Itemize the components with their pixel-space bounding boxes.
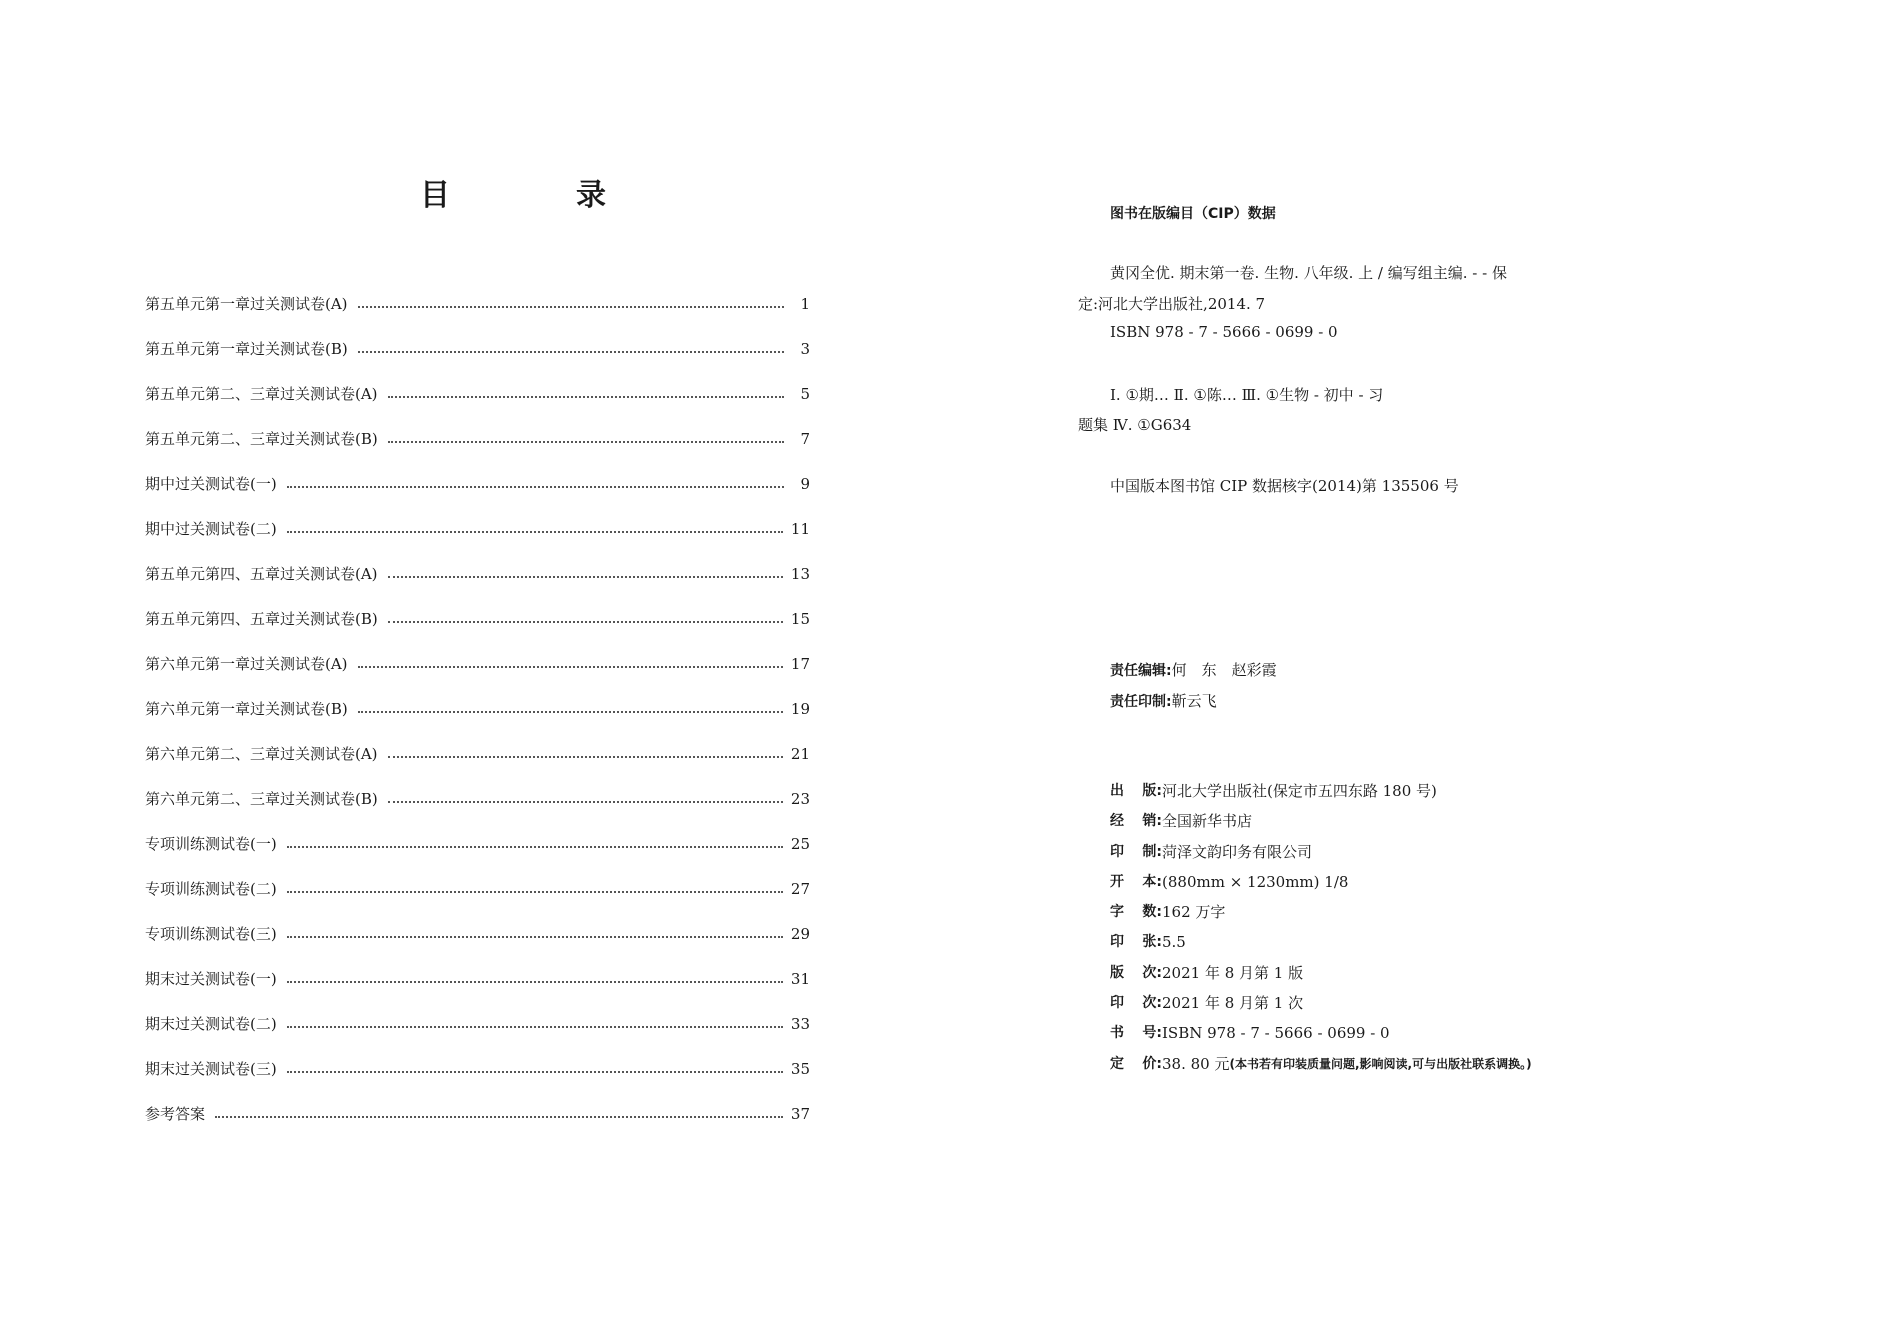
toc-item-label: 第五单元第四、五章过关测试卷(B): [145, 610, 378, 628]
toc-item-page: 15: [790, 610, 810, 628]
toc-item-label: 期末过关测试卷(三): [145, 1060, 277, 1078]
publication-row-label: [1110, 927, 1162, 957]
toc-item-label: 专项训练测试卷(二): [145, 880, 277, 898]
publication-row-label: [1110, 988, 1162, 1018]
toc-leader-dots: [287, 890, 783, 893]
publication-row-label: [1110, 837, 1162, 867]
cip-class-line-1: Ⅰ. ①期… Ⅱ. ①陈… Ⅲ. ①生物 - 初中 - 习: [1110, 386, 1384, 404]
publication-row-label-second: 号:: [1142, 1025, 1162, 1042]
publication-row: [1110, 927, 1532, 957]
publication-row-label-first: 书: [1110, 1025, 1124, 1042]
publication-row-label-first: 版: [1110, 964, 1124, 981]
publication-row-label-first: 印: [1110, 995, 1124, 1012]
toc-item-page: 3: [800, 340, 810, 358]
toc-title: 目 录: [420, 178, 654, 213]
toc-item-page: 29: [790, 925, 810, 943]
publication-row: [1110, 988, 1532, 1018]
toc-item-label: 参考答案: [145, 1105, 206, 1123]
toc-item: [145, 327, 810, 372]
toc-leader-dots: [388, 620, 783, 623]
toc-leader-dots: [388, 755, 783, 758]
toc-item-page: 37: [790, 1105, 810, 1123]
toc-item-label: 期末过关测试卷(二): [145, 1015, 277, 1033]
publication-row-label-second: 次:: [1142, 964, 1162, 981]
publication-row: [1110, 776, 1532, 806]
toc-item-label: 第六单元第一章过关测试卷(A): [145, 655, 348, 673]
toc-item-page: 31: [790, 970, 810, 988]
publication-row: [1110, 837, 1532, 867]
cip-library-line: 中国版本图书馆 CIP 数据核字(2014)第 135506 号: [1110, 477, 1459, 495]
toc-item-page: 17: [790, 655, 810, 673]
publication-row: [1110, 806, 1532, 836]
publication-row-value: 5.5: [1162, 933, 1186, 952]
publication-row-value: 菏泽文韵印务有限公司: [1162, 842, 1313, 861]
responsible-printing-label: 责任印制:: [1110, 694, 1172, 710]
publication-row-label-second: 次:: [1142, 995, 1162, 1012]
toc-item-page: 9: [800, 475, 810, 493]
toc-item-page: 21: [790, 745, 810, 763]
toc-item-page: 25: [790, 835, 810, 853]
toc-item: [145, 597, 810, 642]
toc-item-label: 第五单元第一章过关测试卷(B): [145, 340, 348, 358]
publication-row-value: 河北大学出版社(保定市五四东路 180 号): [1162, 782, 1437, 800]
toc-leader-dots: [287, 980, 783, 983]
toc-item-page: 33: [790, 1015, 810, 1033]
publication-row: [1110, 958, 1532, 988]
publication-row-label: [1110, 806, 1162, 836]
cip-heading: 图书在版编目（CIP）数据: [1110, 206, 1276, 222]
toc-item: [145, 867, 810, 912]
cip-record-line-2: 定:河北大学出版社,2014. 7: [1078, 295, 1266, 313]
toc-item: [145, 777, 810, 822]
toc-item: [145, 552, 810, 597]
toc-item-label: 第五单元第二、三章过关测试卷(A): [145, 385, 378, 403]
toc-leader-dots: [215, 1115, 783, 1118]
publication-row-label-first: 印: [1110, 934, 1124, 951]
publication-row-label-first: 定: [1110, 1055, 1124, 1072]
toc-item-page: 19: [790, 700, 810, 718]
toc-item: [145, 507, 810, 552]
publication-row-label: [1110, 1018, 1162, 1048]
publication-row: [1110, 1049, 1532, 1079]
publication-row: [1110, 897, 1532, 927]
publication-row-label: [1110, 897, 1162, 927]
publication-row: [1110, 867, 1532, 897]
toc-item-page: 5: [800, 385, 810, 403]
toc-item-page: 1: [800, 295, 810, 313]
toc-item-label: 第六单元第二、三章过关测试卷(B): [145, 790, 378, 808]
toc-item-label: 第六单元第一章过关测试卷(B): [145, 700, 348, 718]
toc-item: [145, 912, 810, 957]
toc-leader-dots: [388, 800, 783, 803]
publication-row-label-second: 价:: [1142, 1055, 1162, 1072]
toc-item: [145, 462, 810, 507]
toc-leader-dots: [287, 485, 784, 488]
publication-info: [1110, 776, 1532, 1079]
cip-class-line-2: 题集 Ⅳ. ①G634: [1078, 416, 1192, 434]
toc-item: [145, 372, 810, 417]
toc-leader-dots: [388, 440, 784, 443]
publication-row-label-first: 经: [1110, 813, 1124, 830]
toc-item-page: 35: [790, 1060, 810, 1078]
publication-row-label-first: 开: [1110, 873, 1124, 890]
publication-row-label-second: 本:: [1142, 873, 1162, 890]
toc-leader-dots: [358, 305, 784, 308]
publication-row-value: 162 万字: [1162, 903, 1226, 922]
toc-item: [145, 1002, 810, 1047]
toc-item: [145, 282, 810, 327]
publication-row-value: 2021 年 8 月第 1 版: [1162, 963, 1304, 982]
publication-row-value: (880mm × 1230mm) 1/8: [1162, 872, 1349, 891]
toc-item: [145, 732, 810, 777]
toc-item: [145, 687, 810, 732]
responsible-editor-label: 责任编辑:: [1110, 663, 1172, 679]
publication-row-note: (本书若有印装质量问题,影响阅读,可与出版社联系调换。): [1229, 1056, 1532, 1071]
toc-item-page: 11: [790, 520, 810, 538]
toc-item-page: 23: [790, 790, 810, 808]
toc-leader-dots: [388, 395, 784, 398]
toc-leader-dots: [287, 845, 783, 848]
cip-record-line-1: 黄冈全优. 期末第一卷. 生物. 八年级. 上 / 编写组主编. - - 保: [1110, 264, 1507, 282]
toc-item-label: 第五单元第四、五章过关测试卷(A): [145, 565, 378, 583]
toc-item: [145, 822, 810, 867]
responsible-editor-value: 何 东 赵彩霞: [1171, 661, 1277, 679]
toc-item-label: 专项训练测试卷(一): [145, 835, 277, 853]
publication-row-label-first: 出: [1110, 783, 1124, 799]
toc-leader-dots: [358, 665, 783, 668]
publication-row-label-second: 制:: [1142, 843, 1162, 860]
toc-leader-dots: [287, 935, 783, 938]
publication-row: [1110, 1018, 1532, 1048]
publication-row-value: 全国新华书店: [1162, 812, 1253, 831]
publication-row-label: [1110, 867, 1162, 897]
toc-item: [145, 957, 810, 1002]
toc-item: [145, 417, 810, 462]
toc-item-page: 27: [790, 880, 810, 898]
publication-row-label: [1110, 958, 1162, 988]
toc-item-page: 7: [800, 430, 810, 448]
publication-row-label-first: 印: [1110, 843, 1124, 860]
cip-isbn-line: ISBN 978 - 7 - 5666 - 0699 - 0: [1110, 323, 1338, 341]
toc-leader-dots: [287, 530, 783, 533]
publication-row-label-second: 数:: [1142, 904, 1162, 921]
toc-item: [145, 1092, 810, 1137]
toc-item-label: 第五单元第一章过关测试卷(A): [145, 295, 348, 313]
publication-row-label-second: 版:: [1142, 783, 1162, 799]
toc-item-page: 13: [790, 565, 810, 583]
toc-item-label: 第五单元第二、三章过关测试卷(B): [145, 430, 378, 448]
toc-list: [145, 282, 810, 1137]
toc-item: [145, 1047, 810, 1092]
responsible-printing: [1110, 686, 1277, 717]
toc-leader-dots: [388, 575, 783, 578]
toc-leader-dots: [287, 1070, 783, 1073]
toc-leader-dots: [358, 710, 783, 713]
toc-leader-dots: [358, 350, 784, 353]
responsible-editor: [1110, 655, 1277, 686]
toc-item: [145, 642, 810, 687]
toc-item-label: 第六单元第二、三章过关测试卷(A): [145, 745, 378, 763]
toc-leader-dots: [287, 1025, 783, 1028]
publication-row-label-first: 字: [1110, 904, 1124, 921]
toc-item-label: 期中过关测试卷(二): [145, 520, 277, 538]
publication-row-value: ISBN 978 - 7 - 5666 - 0699 - 0: [1162, 1024, 1390, 1043]
toc-item-label: 专项训练测试卷(三): [145, 925, 277, 943]
publication-row-value: 2021 年 8 月第 1 次: [1162, 994, 1304, 1013]
toc-item-label: 期末过关测试卷(一): [145, 970, 277, 988]
responsible-printing-value: 靳云飞: [1171, 692, 1217, 710]
toc-item-label: 期中过关测试卷(一): [145, 475, 277, 493]
publication-row-value: 38. 80 元: [1162, 1054, 1230, 1073]
publication-row-label-second: 张:: [1142, 934, 1162, 951]
publication-row-label: [1110, 776, 1162, 806]
publication-row-label-second: 销:: [1142, 813, 1162, 830]
publication-row-label: [1110, 1049, 1162, 1079]
credits-block: [1110, 655, 1277, 717]
